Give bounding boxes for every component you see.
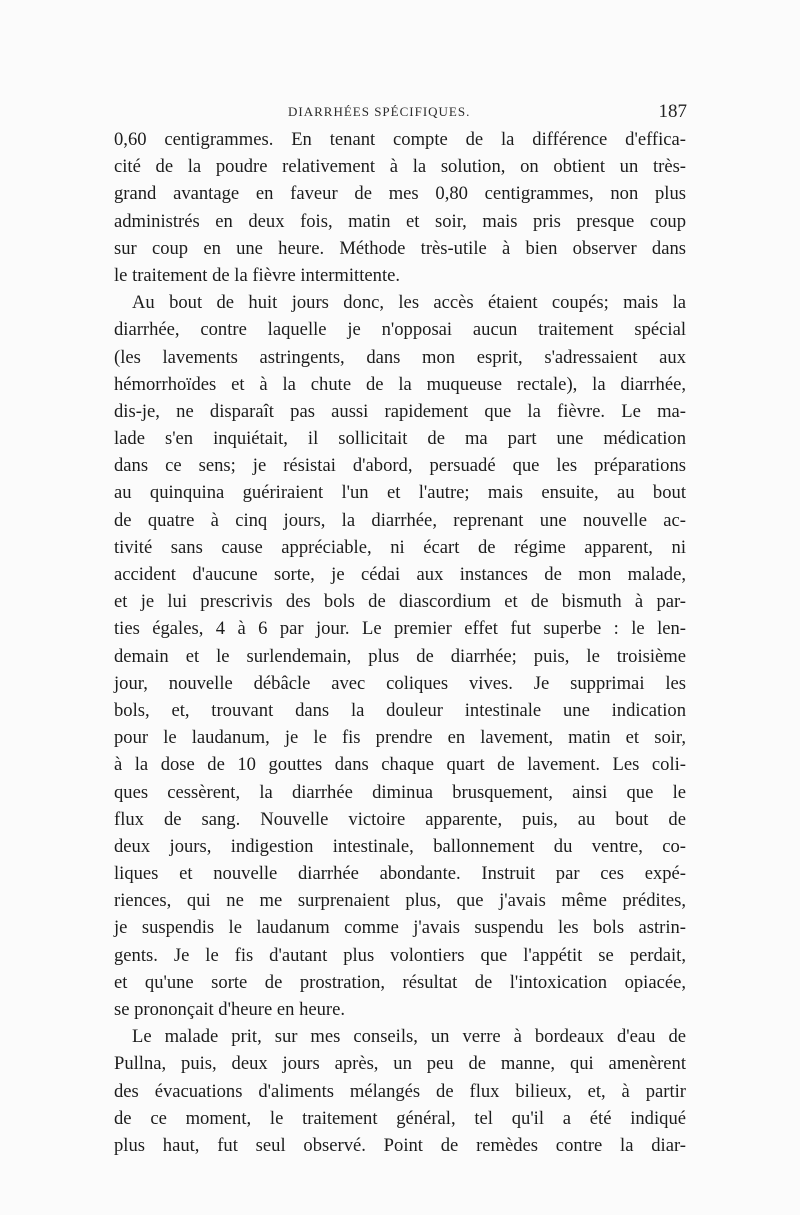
text-line: hémorrhoïdes et à la chute de la muqueuse rectale), la diarrhée,	[114, 373, 686, 395]
text-line: lade s'en inquiétait, il sollicitait de ma part une médication	[114, 428, 686, 450]
text-line: le traitement de la fièvre intermittente.	[114, 264, 401, 286]
text-line: dans ce sens; je résistai d'abord, persuadé que les préparations	[114, 455, 686, 477]
text-line: deux jours, indigestion intestinale, ballonnement du ventre, co-	[114, 835, 686, 857]
text-line: à la dose de 10 gouttes dans chaque quart de lavement. Les coli-	[114, 754, 686, 776]
text-line: au quinquina guériraient l'un et l'autre; mais ensuite, au bout	[114, 482, 686, 504]
text-line: flux de sang. Nouvelle victoire apparente, puis, au bout de	[114, 808, 686, 830]
text-line: riences, qui ne me surprenaient plus, que j'avais même prédites,	[114, 890, 686, 912]
text-line: pour le laudanum, je le fis prendre en lavement, matin et soir,	[114, 727, 686, 749]
page-header	[112, 100, 687, 124]
paragraph-first-line: Au bout de huit jours donc, les accès étaient coupés; mais la	[132, 292, 686, 314]
text-line: jour, nouvelle débâcle avec coliques vives. Je supprimai les	[114, 672, 686, 694]
paragraph-first-line: Le malade prit, sur mes conseils, un verre à bordeaux d'eau de	[132, 1026, 686, 1048]
text-line: accident d'aucune sorte, je cédai aux instances de mon malade,	[114, 564, 686, 585]
text-line: liques et nouvelle diarrhée abondante. Instruit par ces expé-	[114, 863, 686, 885]
text-line: je suspendis le laudanum comme j'avais suspendu les bols astrin-	[114, 917, 686, 939]
text-line: se prononçait d'heure en heure.	[114, 999, 346, 1020]
text-line: bols, et, trouvant dans la douleur intestinale une indication	[114, 699, 686, 721]
page-number: 187	[658, 101, 687, 122]
running-title: DIARRHÉES SPÉCIFIQUES.	[288, 104, 471, 119]
text-line: gents. Je le fis d'autant plus volontiers que l'appétit se perdait,	[114, 944, 686, 966]
text-line: sur coup en une heure. Méthode très-utile à bien observer dans	[114, 237, 686, 259]
text-line: et qu'une sorte de prostration, résultat de l'intoxication opiacée,	[114, 971, 686, 993]
text-line: des évacuations d'aliments mélangés de flux bilieux, et, à partir	[114, 1080, 686, 1102]
text-line: diarrhée, contre laquelle je n'opposai aucun traitement spécial	[114, 319, 686, 341]
text-line: administrés en deux fois, matin et soir, mais pris presque coup	[114, 210, 686, 232]
text-line: grand avantage en faveur de mes 0,80 centigrammes, non plus	[114, 183, 686, 205]
text-line: dis-je, ne disparaît pas aussi rapidement que la fièvre. Le ma-	[114, 400, 686, 422]
text-line: Pullna, puis, deux jours après, un peu de manne, qui amenèrent	[114, 1053, 686, 1075]
text-line: cité de la poudre relativement à la solution, on obtient un très-	[114, 156, 686, 178]
text-line: tivité sans cause appréciable, ni écart de régime apparent, ni	[114, 536, 686, 558]
text-line: ties égales, 4 à 6 par jour. Le premier effet fut superbe : le len-	[114, 618, 686, 640]
text-line: et je lui prescrivis des bols de diascordium et de bismuth à par-	[114, 591, 686, 613]
text-line: de ce moment, le traitement général, tel qu'il a été indiqué	[114, 1107, 686, 1129]
text-line: 0,60 centigrammes. En tenant compte de la différence d'effica-	[114, 129, 686, 150]
text-line: demain et le surlendemain, plus de diarrhée; puis, le troisième	[114, 645, 686, 667]
body-text	[114, 126, 686, 1159]
text-line: (les lavements astringents, dans mon esprit, s'adressaient aux	[114, 346, 686, 368]
text-line: plus haut, fut seul observé. Point de remèdes contre la diar-	[114, 1134, 686, 1156]
text-line: ques cessèrent, la diarrhée diminua brusquement, ainsi que le	[114, 781, 686, 803]
text-line: de quatre à cinq jours, la diarrhée, reprenant une nouvelle ac-	[114, 509, 686, 531]
